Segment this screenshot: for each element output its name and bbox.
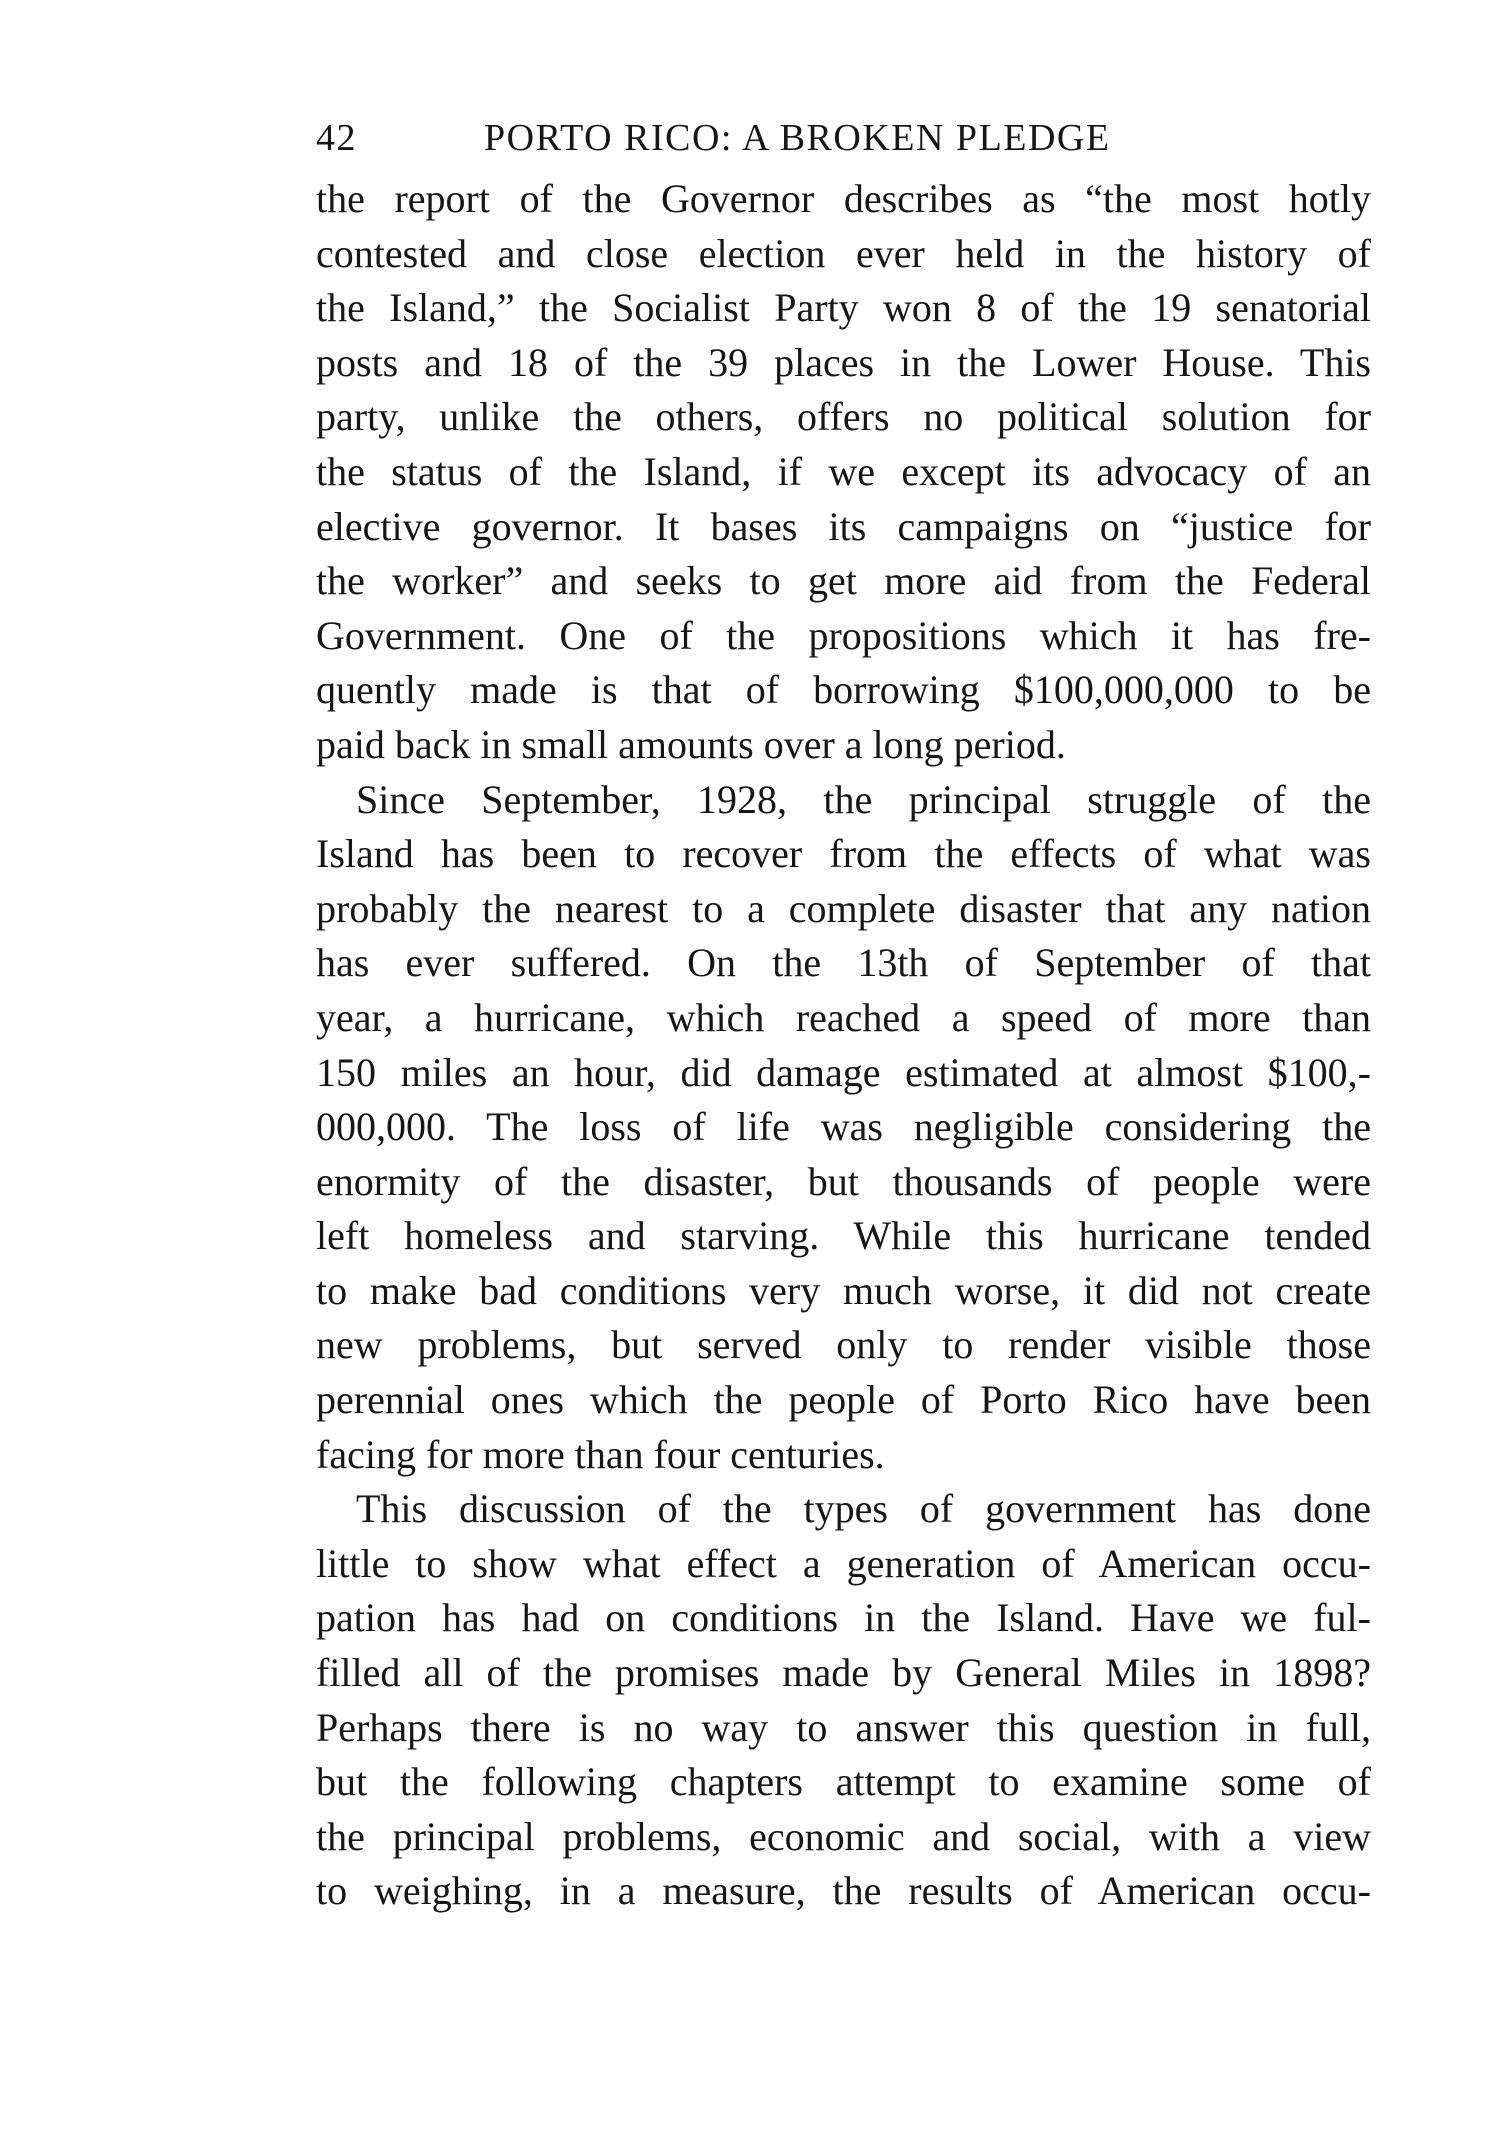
text-line: Perhaps there is no way to answer this question in full, (316, 1704, 1371, 1750)
text-line: paid back in small amounts over a long period. (316, 721, 1066, 767)
running-head (316, 112, 1371, 164)
text-line: Government. One of the propositions which it has fre- (316, 612, 1371, 658)
text-line: quently made is that of borrowing $100,000,000 to be (316, 667, 1371, 713)
text-line: the Island,” the Socialist Party won 8 of the 19 senatorial (316, 285, 1371, 331)
text-line: new problems, but served only to render visible those (316, 1322, 1371, 1368)
text-line: to make bad conditions very much worse, it did not create (316, 1267, 1371, 1313)
text-line: year, a hurricane, which reached a speed of more than (316, 994, 1371, 1040)
text-line: the status of the Island, if we except its advocacy of an (316, 448, 1371, 494)
text-line: Island has been to recover from the effects of what was (316, 831, 1371, 877)
page-number: 42 (316, 117, 357, 159)
text-line: but the following chapters attempt to examine some of (316, 1759, 1371, 1805)
body-text (316, 172, 1371, 1919)
text-line: enormity of the disaster, but thousands of people were (316, 1158, 1371, 1204)
text-line: probably the nearest to a complete disaster that any nation (316, 885, 1371, 931)
text-line: 000,000. The loss of life was negligible considering the (316, 1104, 1371, 1150)
text-line: little to show what effect a generation of American occu- (316, 1540, 1371, 1586)
text-line: filled all of the promises made by General Miles in 1898? (316, 1650, 1371, 1696)
text-line: facing for more than four centuries. (316, 1431, 885, 1477)
text-line: has ever suffered. On the 13th of September of that (316, 940, 1371, 986)
text-line: the worker” and seeks to get more aid from the Federal (316, 558, 1371, 604)
text-line: This discussion of the types of government has done (356, 1486, 1371, 1532)
text-line: elective governor. It bases its campaigns on “justice for (316, 503, 1371, 549)
text-line: pation has had on conditions in the Island. Have we ful- (316, 1595, 1371, 1641)
text-line: 150 miles an hour, did damage estimated at almost $100,- (316, 1049, 1371, 1095)
text-line: perennial ones which the people of Porto Rico have been (316, 1377, 1371, 1423)
text-line: posts and 18 of the 39 places in the Lower House. This (316, 339, 1371, 385)
text-line: Since September, 1928, the principal struggle of the (356, 776, 1371, 822)
running-title: PORTO RICO: A BROKEN PLEDGE (484, 117, 1111, 159)
text-line: the report of the Governor describes as “the most hotly (316, 176, 1371, 221)
text-line: party, unlike the others, offers no political solution for (316, 394, 1371, 440)
text-line: to weighing, in a measure, the results of American occu- (316, 1868, 1371, 1914)
text-line: contested and close election ever held in the history of (316, 230, 1371, 276)
text-line: the principal problems, economic and social, with a view (316, 1813, 1371, 1859)
text-line: left homeless and starving. While this hurricane tended (316, 1213, 1371, 1259)
